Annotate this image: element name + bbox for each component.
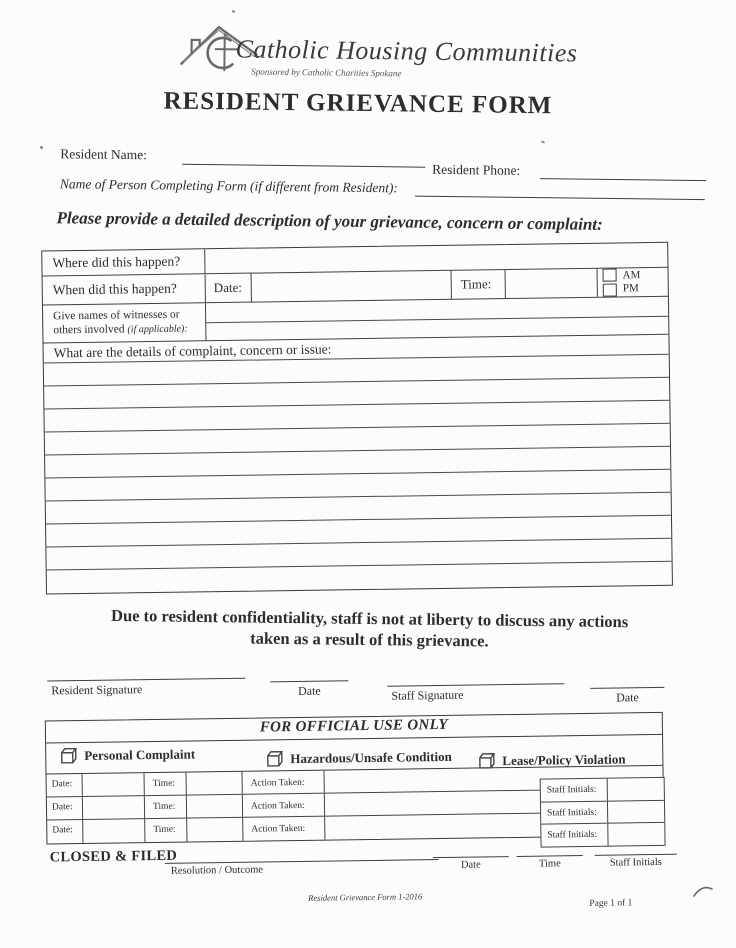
official-time-label: Time: — [145, 773, 187, 796]
form-title: RESIDENT GRIEVANCE FORM — [163, 87, 553, 120]
staff-initials-row — [541, 778, 664, 802]
official-date-input[interactable] — [83, 819, 145, 843]
category-label: Lease/Policy Violation — [502, 750, 626, 768]
staff-initials-row — [541, 800, 664, 824]
official-date-label: Date: — [47, 774, 83, 797]
personal-complaint-checkbox[interactable] — [58, 747, 77, 764]
completing-person-label: Name of Person Completing Form (if different from Resident): — [59, 176, 398, 196]
staff-initials-label: Staff Initials: — [541, 779, 608, 801]
staff-date-input[interactable] — [590, 675, 664, 689]
resident-signature-label: Resident Signature — [51, 682, 143, 698]
category-label: Hazardous/Unsafe Condition — [290, 748, 452, 766]
grievance-section-heading: Please provide a detailed description of your grievance, concern or complaint: — [56, 208, 603, 234]
footer-page-number: Page 1 of 1 — [589, 898, 633, 909]
date-input[interactable] — [252, 271, 452, 302]
footer-form-version: Resident Grievance Form 1-2016 — [308, 891, 423, 903]
witnesses-input[interactable] — [206, 297, 668, 340]
scan-pen-mark — [692, 882, 718, 902]
time-input[interactable] — [506, 269, 598, 298]
pm-label: PM — [622, 282, 639, 295]
resident-signature-input[interactable] — [47, 666, 245, 682]
logo-wordmark: Catholic Housing Communities — [235, 34, 578, 68]
official-time-label: Time: — [145, 796, 187, 819]
official-action-label: Action Taken: — [243, 794, 325, 817]
lease-violation-checkbox[interactable] — [476, 752, 495, 769]
staff-initials-row — [541, 823, 664, 847]
staff-initials-column — [540, 777, 666, 847]
am-label: AM — [622, 269, 641, 282]
official-time-input[interactable] — [187, 818, 243, 842]
closed-date-input[interactable] — [433, 844, 509, 858]
official-use-title: FOR OFFICIAL USE ONLY — [46, 713, 662, 744]
closed-filed-label: CLOSED & FILED — [49, 847, 178, 866]
staff-date-label: Date — [616, 690, 639, 705]
logo-tagline: Sponsored by Catholic Charities Spokane — [251, 66, 402, 79]
staff-initials-input[interactable] — [608, 778, 664, 800]
closed-staff-initials-label: Staff Initials — [609, 856, 662, 869]
official-date-input[interactable] — [83, 796, 145, 819]
time-label: Time: — [452, 270, 506, 299]
hazardous-condition-checkbox[interactable] — [264, 750, 283, 767]
resolution-outcome-label: Resolution / Outcome — [170, 864, 264, 877]
where-label: Where did this happen? — [42, 249, 205, 275]
official-date-input[interactable] — [83, 773, 145, 796]
confidentiality-notice: Due to resident confidentiality, staff is not at liberty to discuss any actions taken as a result of this grievance. — [110, 605, 629, 651]
witnesses-note: (if applicable): — [127, 322, 188, 335]
category-personal-complaint — [58, 745, 195, 764]
category-label: Personal Complaint — [84, 745, 196, 763]
resolution-outcome-input[interactable] — [165, 847, 439, 864]
details-label: What are the details of complaint, concern or issue: — [44, 335, 669, 364]
am-checkbox[interactable] — [603, 269, 617, 282]
resident-name-label: Resident Name: — [60, 146, 147, 163]
when-label: When did this happen? — [43, 274, 206, 304]
official-date-label: Date: — [47, 820, 83, 844]
official-time-label: Time: — [145, 819, 187, 843]
closed-time-label: Time — [538, 858, 561, 870]
resident-date-label: Date — [297, 683, 321, 698]
staff-initials-input[interactable] — [608, 800, 664, 822]
staff-signature-label: Staff Signature — [391, 687, 464, 703]
scan-speck — [40, 146, 43, 149]
grievance-table — [41, 242, 673, 595]
official-time-input[interactable] — [187, 772, 243, 795]
witnesses-label: Give names of witnesses or others involved (if applicable): — [43, 303, 207, 342]
official-time-input[interactable] — [187, 795, 243, 818]
staff-initials-label: Staff Initials: — [541, 824, 608, 846]
category-hazardous-condition — [264, 748, 452, 768]
date-label: Date: — [206, 274, 252, 303]
details-row — [44, 335, 672, 594]
official-action-label: Action Taken: — [243, 771, 325, 794]
scan-speck — [232, 10, 235, 13]
official-action-label: Action Taken: — [243, 817, 325, 841]
official-date-label: Date: — [47, 797, 83, 820]
pm-checkbox[interactable] — [603, 284, 617, 297]
resident-date-input[interactable] — [270, 668, 348, 682]
witnesses-divider-line — [206, 315, 668, 322]
staff-initials-label: Staff Initials: — [541, 801, 608, 823]
ampm-cell — [598, 268, 668, 297]
staff-initials-input[interactable] — [608, 823, 664, 845]
closed-date-label: Date — [460, 859, 481, 871]
resident-phone-label: Resident Phone: — [432, 161, 521, 178]
staff-signature-input[interactable] — [387, 671, 564, 686]
official-use-box — [45, 712, 665, 845]
